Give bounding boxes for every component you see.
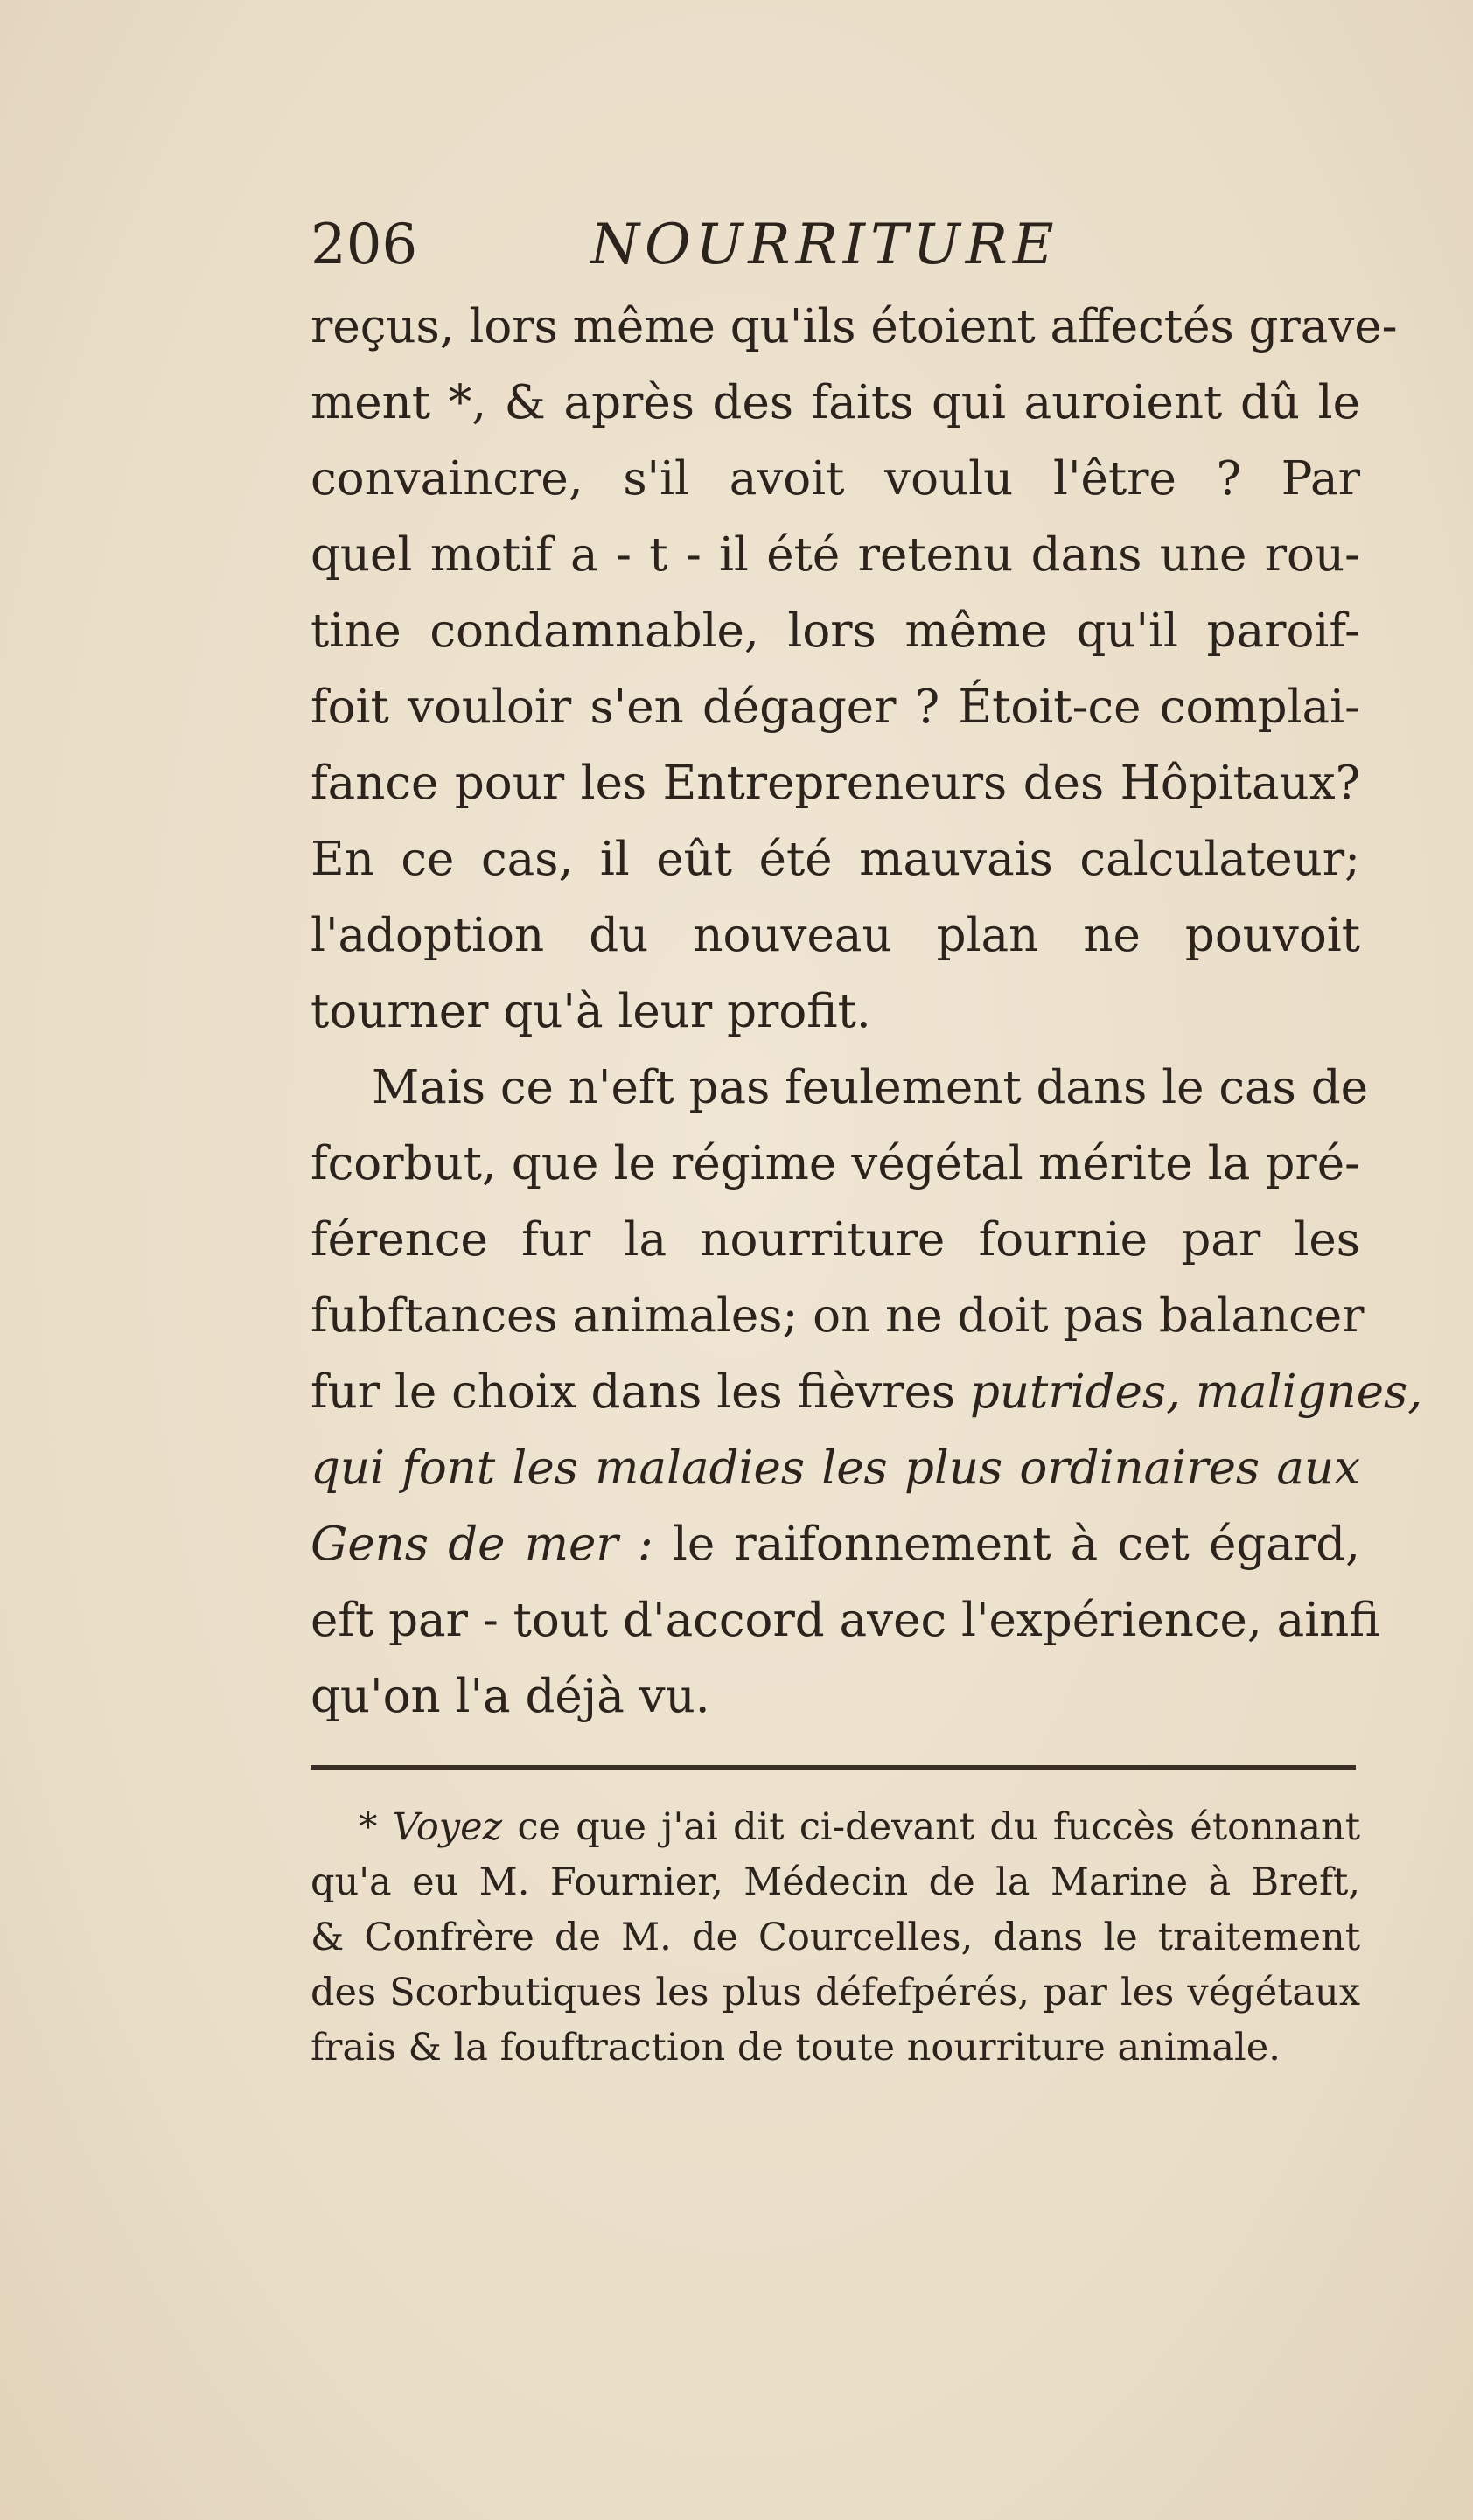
text-line: fance pour les Entrepreneurs des Hôpitaux? — [311, 757, 1360, 810]
text-line: qui font les maladies les plus ordinaires aux — [311, 1441, 1360, 1495]
text-line: tine condamnable, lors même qu'il paroif- — [311, 604, 1360, 658]
text-line: convaincre, s'il avoit voulu l'être ? Par — [311, 452, 1360, 506]
text-segment: ce que j'ai dit ci-devant du fuccès étonnant — [502, 1805, 1360, 1849]
text-line — [311, 1506, 1360, 1582]
footnote-line: frais & la fouftraction de toute nourriture animale. — [311, 2026, 1281, 2070]
text-line: tourner qu'à leur profit. — [311, 985, 871, 1038]
text-segment: fur le choix dans les fièvres — [311, 1365, 970, 1419]
running-head: NOURRITURE — [590, 213, 1059, 277]
footnote-rule — [311, 1765, 1356, 1770]
text-line: fubftances animales; on ne doit pas balancer — [311, 1289, 1365, 1343]
main-text — [311, 289, 1423, 1735]
text-line: En ce cas, il eût été mauvais calculateur; — [311, 833, 1360, 886]
text-line: eft par - tout d'accord avec l'expérience, ainfi — [311, 1594, 1380, 1647]
text-line: Mais ce n'eft pas feulement dans le cas de — [372, 1061, 1368, 1114]
page-header — [311, 206, 1360, 284]
text-line: l'adoption du nouveau plan ne pouvoit — [311, 909, 1360, 962]
footnote-line: des Scorbutiques les plus défefpérés, par les végétaux — [311, 1971, 1360, 2014]
text-line: ment *, & après des faits qui auroient dû le — [311, 376, 1360, 429]
footnote-marker: * — [359, 1805, 393, 1849]
text-segment: le raifonnement à cet égard, — [653, 1518, 1360, 1571]
page-number: 206 — [311, 213, 418, 277]
italic-segment: Voyez — [392, 1805, 503, 1849]
text-line: reçus, lors même qu'ils étoient affectés grave- — [311, 300, 1398, 353]
text-line: fcorbut, que le régime végétal mérite la pré- — [311, 1137, 1360, 1190]
text-line — [311, 1354, 1423, 1430]
italic-segment: putrides, malignes, — [969, 1365, 1423, 1419]
text-line: férence fur la nourriture fournie par les — [311, 1213, 1360, 1267]
footnote-line — [311, 1800, 1360, 1855]
text-line: foit vouloir s'en dégager ? Étoit-ce complai- — [311, 681, 1360, 734]
footnote-line: qu'a eu M. Fournier, Médecin de la Marine à Breft, — [311, 1860, 1360, 1904]
italic-segment: Gens de mer : — [311, 1518, 653, 1571]
footnote-line: & Confrère de M. de Courcelles, dans le traitement — [311, 1916, 1360, 1959]
footnote — [311, 1800, 1360, 2076]
text-line: quel motif a - t - il été retenu dans une rou- — [311, 528, 1360, 582]
text-line: qu'on l'a déjà vu. — [311, 1670, 710, 1723]
